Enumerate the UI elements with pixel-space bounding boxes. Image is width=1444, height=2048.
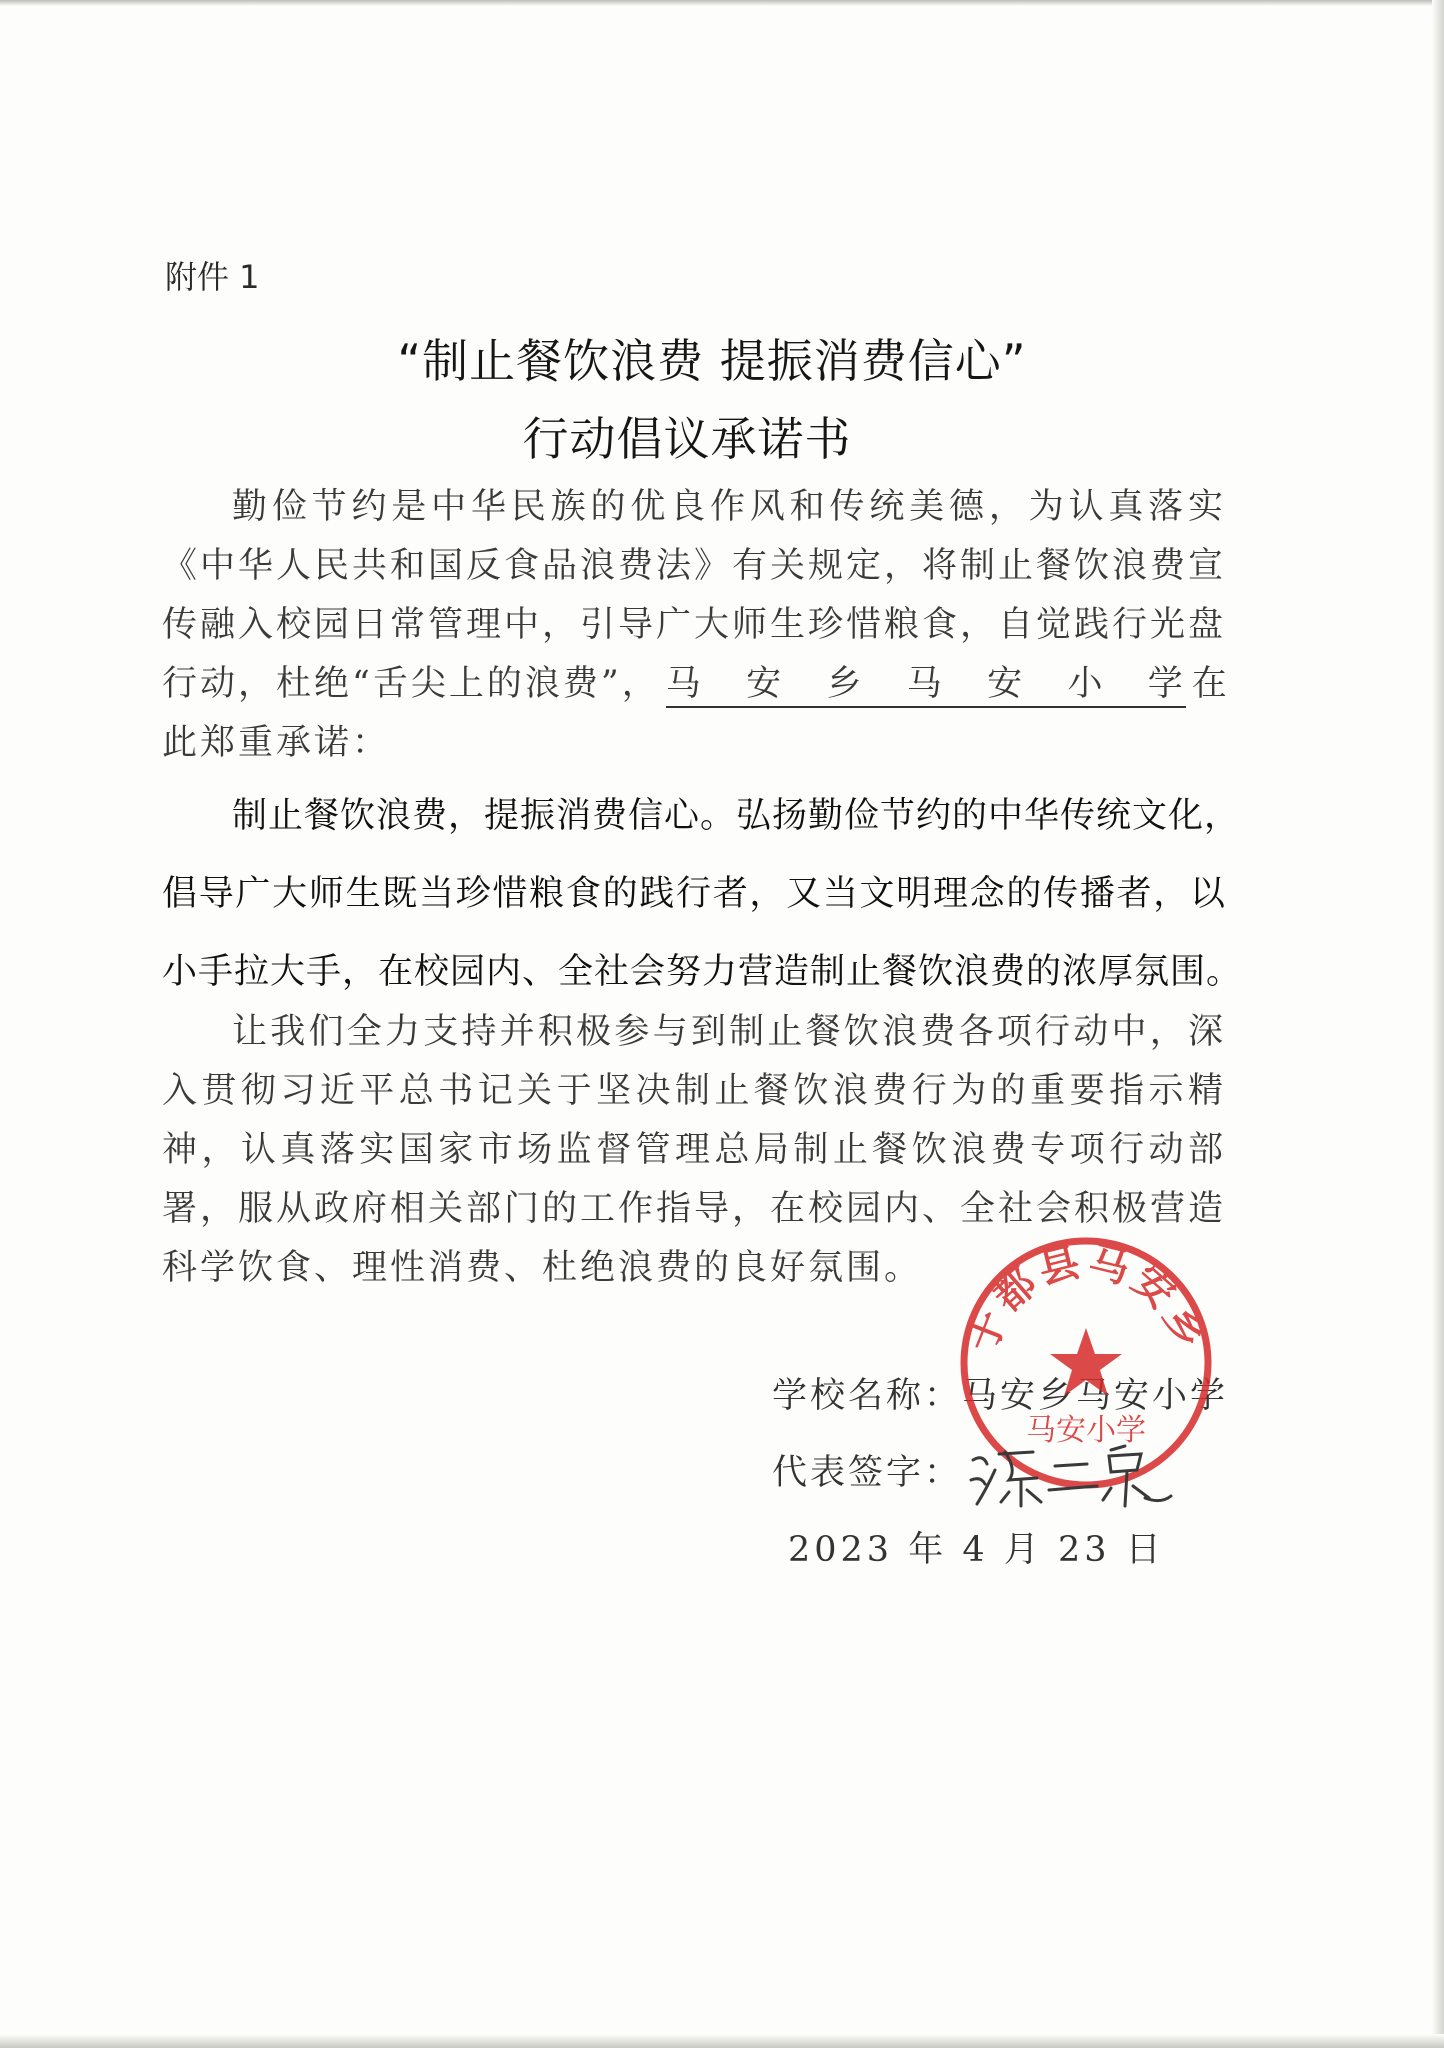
paragraph-line: 倡导广大师生既当珍惜粮食的践行者，又当文明理念的传播者，以 xyxy=(162,874,1226,914)
seal-ring-text: 于都县马安乡 xyxy=(958,1238,1214,1359)
paragraph-line: 此郑重承诺： xyxy=(162,723,391,763)
paragraph-line: 小手拉大手，在校园内、全社会努力营造制止餐饮浪费的浓厚氛围。 xyxy=(162,952,1243,992)
date-year: 2023 xyxy=(788,1530,894,1570)
handwritten-signature-icon xyxy=(965,1440,1175,1510)
school-name-label: 学校名称： xyxy=(772,1376,963,1416)
document-title-line2: 行动倡议承诺书 xyxy=(522,412,852,466)
paragraph-line: 勤俭节约是中华民族的优良作风和传统美德，为认真落实 xyxy=(232,487,1226,527)
representative-label: 代表签字： xyxy=(772,1453,963,1493)
paragraph-line: 入贯彻习近平总书记关于坚决制止餐饮浪费行为的重要指示精 xyxy=(162,1071,1226,1111)
paragraph-line-with-fill xyxy=(162,655,1230,714)
seal-center-text: 马安小学 xyxy=(1026,1413,1146,1448)
date-day-char: 日 xyxy=(1125,1530,1165,1570)
paragraph-line: 传融入校园日常管理中，引导广大师生珍惜粮食，自觉践行光盘 xyxy=(162,605,1227,645)
paragraph-line: 《中华人民共和国反食品浪费法》有关规定，将制止餐饮浪费宣 xyxy=(162,546,1227,586)
line-text: 在 xyxy=(1191,664,1230,704)
date-year-char: 年 xyxy=(908,1530,948,1570)
paragraph-line: 科学饮食、理性消费、杜绝浪费的良好氛围。 xyxy=(162,1248,923,1288)
representative-row xyxy=(772,1445,962,1495)
line-text: 行动，杜绝“舌尖上的浪费”， xyxy=(162,664,660,704)
date-row xyxy=(788,1522,1165,1572)
document-title-line1: “制止餐饮浪费 提振消费信心” xyxy=(397,334,1027,388)
commitment-paragraph xyxy=(162,777,1243,1011)
paragraph-line: 让我们全力支持并积极参与到制止餐饮浪费各项行动中，深 xyxy=(232,1012,1226,1052)
date-day: 23 xyxy=(1057,1530,1111,1570)
date-month-char: 月 xyxy=(1003,1530,1043,1570)
annex-label: 附件 1 xyxy=(165,258,260,296)
paragraph-line: 署，服从政府相关部门的工作指导，在校园内、全社会积极营造 xyxy=(162,1189,1227,1229)
paragraph-line: 神，认真落实国家市场监督管理总局制止餐饮浪费专项行动部 xyxy=(162,1130,1226,1170)
page-edge-right xyxy=(1432,0,1444,2048)
intro-paragraph xyxy=(162,478,1230,773)
page-edge-bottom xyxy=(0,2034,1444,2048)
paragraph-line: 制止餐饮浪费，提振消费信心。弘扬勤俭节约的中华传统文化， xyxy=(232,796,1241,836)
school-name-value: 马安乡马安小学 xyxy=(962,1376,1229,1416)
date-month: 4 xyxy=(962,1530,989,1570)
school-fill-blank: 马安乡马安小学 xyxy=(666,662,1186,708)
